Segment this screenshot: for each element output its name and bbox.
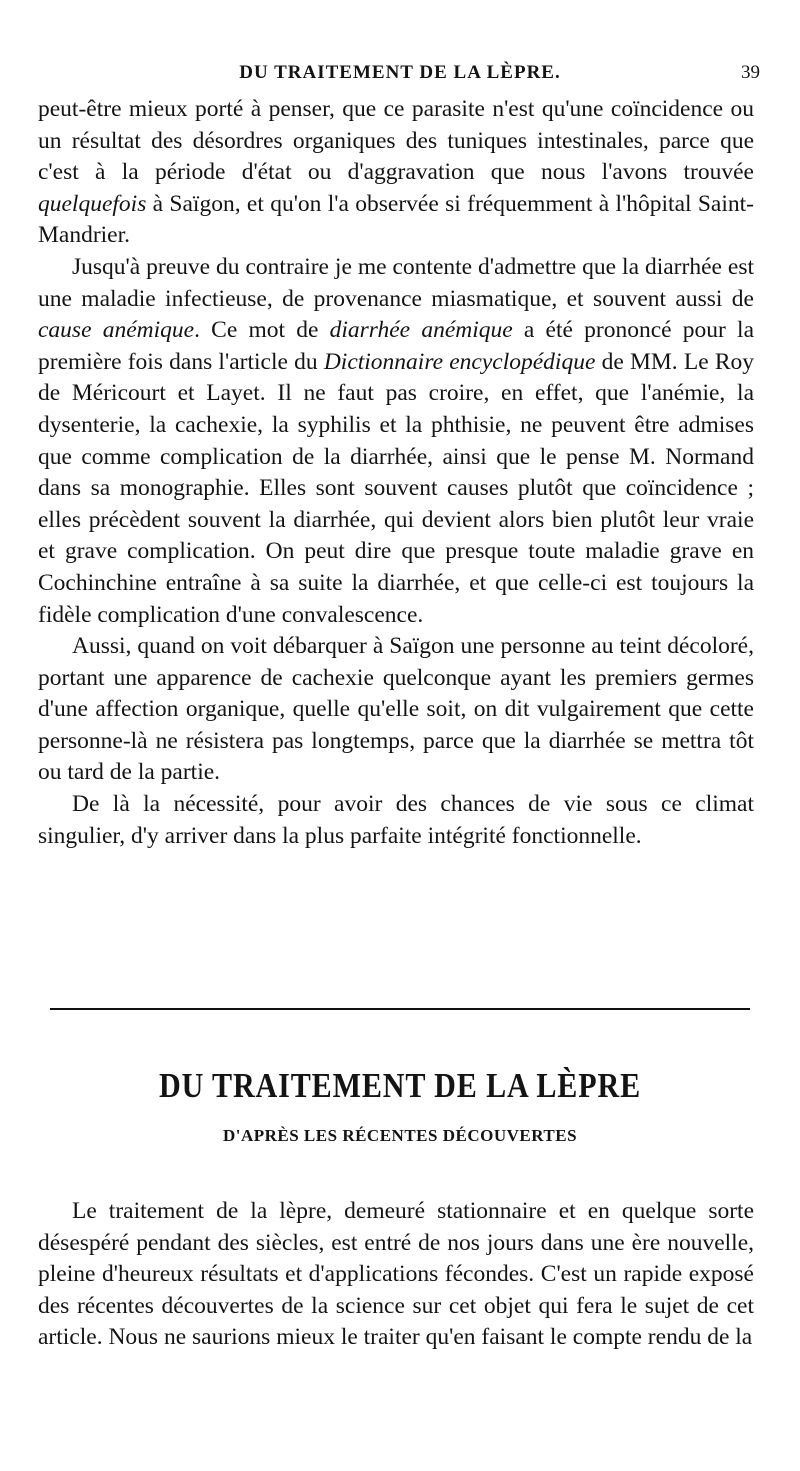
paragraph-1-italic: quelquefois [38, 190, 147, 217]
paragraph-1 [38, 94, 754, 252]
body-text [38, 94, 754, 852]
paragraph-2-text-c: a été prononcé pour la première fois dans l'article du [38, 317, 754, 375]
paragraph-2 [38, 252, 754, 631]
paragraph-1-text-a: peut-être mieux porté à penser, que ce parasite n'est qu'une coïncidence ou un résultat des désordres organiques des tuniques intestinales, parce que c'est à la période d'état ou d'aggravation que nous l'avons trouvée [38, 96, 754, 186]
paragraph-1-text-b: à Saïgon, et qu'on l'a observée si fréquemment à l'hôpital Saint-Mandrier. [38, 190, 754, 249]
section-paragraph-1: Le traitement de la lèpre, demeuré stationnaire et en quelque sorte désespéré pendant des siècles, est entré de nos jours dans une ère nouvelle, pleine d'heureux résultats et d'applications fécondes. C'est un rapide exposé des récentes découvertes de la science sur cet objet qui fera le sujet de cet article. Nous ne saurions mieux le traiter qu'en faisant le compte rendu de la [38, 1198, 754, 1351]
paragraph-2-text-d: de MM. Le Roy de Méricourt et Layet. Il ne faut pas croire, en effet, que l'anémie, la dysenterie, la cachexie, la syphilis et la phthisie, ne peuvent être admises que comme complication de la diarrhée, ainsi que le pense M. Normand dans sa monographie. Elles sont souvent causes plutôt que coïncidence ; elles précèdent souvent la diarrhée, qui devient alors bien plutôt leur vraie et grave complication. On peut dire que presque toute maladie grave en Cochinchine entraîne à sa suite la diarrhée, et que celle-ci est toujours la fidèle complication d'une convalescence. [38, 348, 755, 628]
section-divider [50, 1008, 750, 1010]
running-head [40, 62, 760, 90]
section-body-text [38, 1196, 754, 1354]
paragraph-4: De là la nécessité, pour avoir des chances de vie sous ce climat singulier, d'y arriver dans la plus parfaite intégrité fonctionnelle. [38, 791, 754, 849]
section-subtitle: D'APRÈS LES RÉCENTES DÉCOUVERTES [222, 1126, 578, 1145]
paragraph-3: Aussi, quand on voit débarquer à Saïgon une personne au teint décoloré, portant une apparence de cachexie quelconque ayant les premiers germes d'une affection organique, quelle qu'elle soit, on dit vulgairement que cette personne-là ne résistera pas longtemps, parce que la diarrhée se mettra tôt ou tard de la partie. [38, 633, 754, 786]
running-title: DU TRAITEMENT DE LA LÈPRE. [239, 62, 561, 83]
paragraph-2-italic-a: cause anémique [38, 317, 195, 344]
paragraph-2-italic-c: Dictionnaire encyclopédique [323, 348, 596, 375]
paragraph-2-text-b: . Ce mot de [194, 317, 330, 344]
paragraph-2-italic-b: diarrhée anémique [329, 317, 513, 344]
section-title: DU TRAITEMENT DE LA LÈPRE [158, 1066, 642, 1105]
paragraph-2-text-a: Jusqu'à preuve du contraire je me contente d'admettre que la diarrhée est une maladie infectieuse, de provenance miasmatique, et souvent aussi de [38, 253, 754, 312]
page-number: 39 [741, 62, 760, 83]
